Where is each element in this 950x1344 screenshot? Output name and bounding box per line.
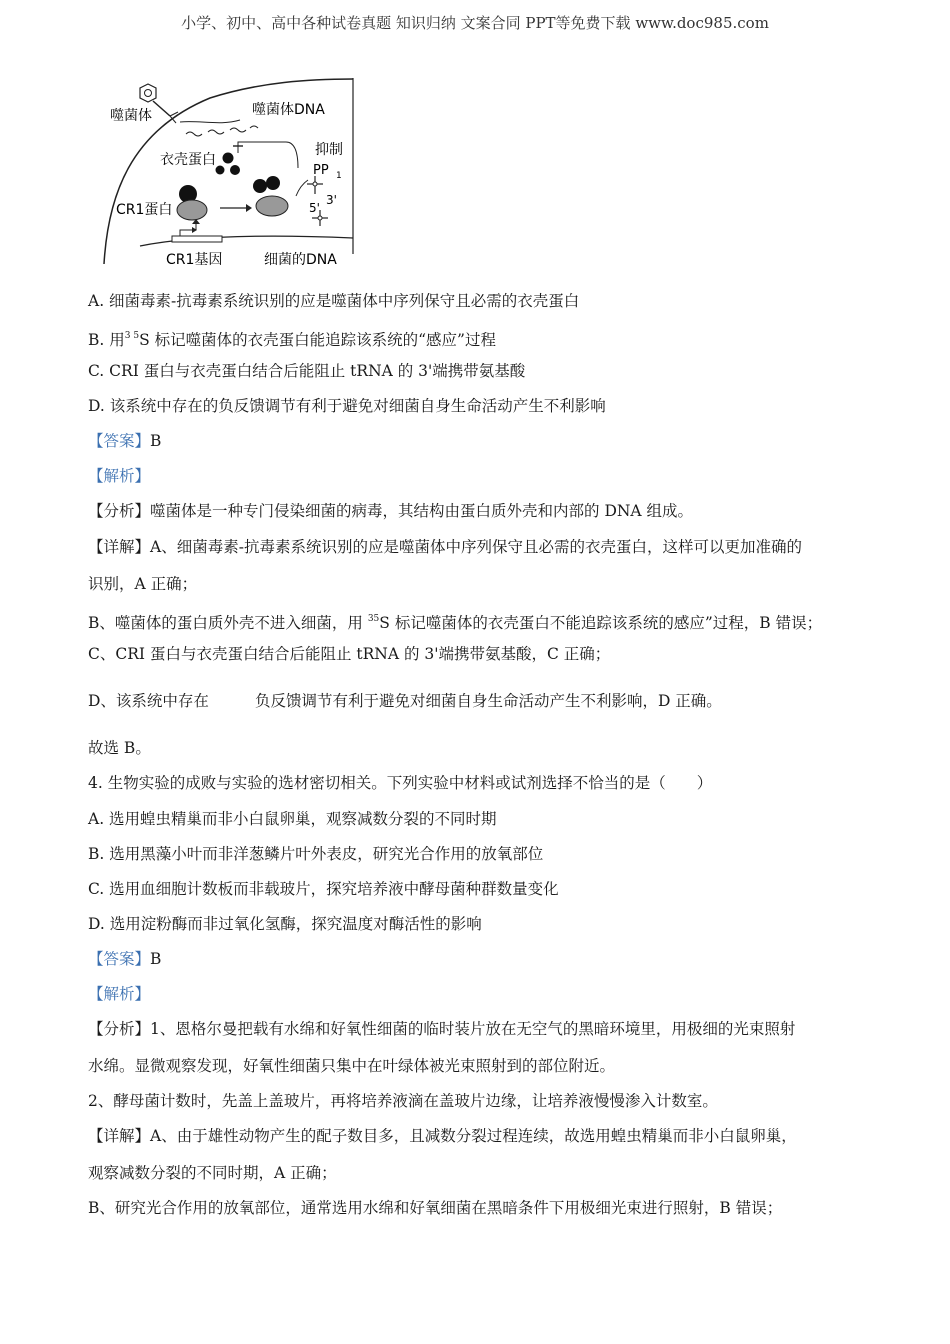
q4-detail-b: B、研究光合作用的放氧部位，通常选用水绵和好氧细菌在黑暗条件下用极细光束进行照射，B 错误； xyxy=(88,1199,783,1217)
q4-fenxi-2: 水绵。显微观察发现，好氧性细菌只集中在叶绿体被光束照射到的部位附近。 xyxy=(88,1057,616,1075)
q3-option-c: C. CRI 蛋白与衣壳蛋白结合后能阻止 tRNA 的 3'端携带氨基酸 xyxy=(88,362,526,380)
q4-option-c: C. 选用血细胞计数板而非载玻片，探究培养液中酵母菌种群数量变化 xyxy=(88,880,559,898)
q4-analysis-heading: 【解析】 xyxy=(88,985,151,1003)
q3-conclusion: 故选 B。 xyxy=(88,739,151,757)
q4-fenxi-3: 2、酵母菌计数时，先盖上盖玻片，再将培养液滴在盖玻片边缘，让培养液慢慢渗入计数室。 xyxy=(88,1092,718,1110)
q4-option-a: A. 选用蝗虫精巢而非小白鼠卵巢，观察减数分裂的不同时期 xyxy=(88,810,497,828)
q4-detail-a-1: 【详解】A、由于雄性动物产生的配子数目多，且减数分裂过程连续，故选用蝗虫精巢而非小白鼠卵巢， xyxy=(88,1127,797,1145)
inhibit-label: 抑制 xyxy=(315,142,343,158)
q4-answer: 【答案】B xyxy=(88,950,162,968)
phage-label: 噬菌体 xyxy=(110,108,152,124)
q3-fenxi: 【分析】噬菌体是一种专门侵染细菌的病毒，其结构由蛋白质外壳和内部的 DNA 组成。 xyxy=(88,502,694,520)
q4-option-b: B. 选用黑藻小叶而非洋葱鳞片叶外表皮，研究光合作用的放氧部位 xyxy=(88,845,544,863)
cr1-protein-label: CR1蛋白 xyxy=(116,202,173,218)
cr1-gene-label: CR1基因 xyxy=(166,252,223,268)
phage-diagram xyxy=(100,76,360,272)
q4-stem: 4. 生物实验的成败与实验的选材密切相关。下列实验中材料或试剂选择不恰当的是（ ） xyxy=(88,774,713,792)
q3-detail-d: D、该系统中存在 负反馈调节有利于避免对细菌自身生命活动产生不利影响，D 正确。 xyxy=(88,692,722,710)
q3-option-b: B. 用$^{3 5}$S 标记噬菌体的衣壳蛋白能追踪该系统的“感应”过程 xyxy=(88,331,496,349)
pp1-label: PP xyxy=(313,163,329,178)
q3-option-a: A. 细菌毒素-抗毒素系统识别的应是噬菌体中序列保守且必需的衣壳蛋白 xyxy=(88,292,580,310)
q3-detail-a-1: 【详解】A、细菌毒素-抗毒素系统识别的应是噬菌体中序列保守且必需的衣壳蛋白，这样可以更加准确的 xyxy=(88,538,802,556)
q3-analysis-heading: 【解析】 xyxy=(88,467,151,485)
q4-fenxi-1: 【分析】1、恩格尔曼把载有水绵和好氧性细菌的临时装片放在无空气的黑暗环境里，用极细的光束照射 xyxy=(88,1020,796,1038)
pp1-subscript: 1 xyxy=(336,171,342,181)
q4-detail-a-2: 观察减数分裂的不同时期，A 正确； xyxy=(88,1164,337,1182)
q3-detail-b: B、噬菌体的蛋白质外壳不进入细菌，用 $^{35}$S 标记噬菌体的衣壳蛋白不能追踪该系统的感应”过程，B 错误； xyxy=(88,614,823,632)
bacteria-dna-label: 细菌的DNA xyxy=(264,252,337,268)
q3-detail-c: C、CRI 蛋白与衣壳蛋白结合后能阻止 tRNA 的 3'端携带氨基酸，C 正确； xyxy=(88,645,611,663)
q3-option-d: D. 该系统中存在的负反馈调节有利于避免对细菌自身生命活动产生不利影响 xyxy=(88,397,606,415)
page-header: 小学、初中、高中各种试卷真题 知识归纳 文案合同 PPT等免费下载 www.doc985.com xyxy=(181,14,769,32)
q3-answer: 【答案】B xyxy=(88,432,162,450)
q4-option-d: D. 选用淀粉酶而非过氧化氢酶，探究温度对酶活性的影响 xyxy=(88,915,482,933)
q3-detail-a-2: 识别，A 正确； xyxy=(88,575,198,593)
five-prime-label: 5' xyxy=(309,201,320,215)
three-prime-label: 3' xyxy=(326,193,337,207)
coat-protein-label: 衣壳蛋白 xyxy=(160,152,216,168)
phage-dna-label: 噬菌体DNA xyxy=(252,102,325,118)
